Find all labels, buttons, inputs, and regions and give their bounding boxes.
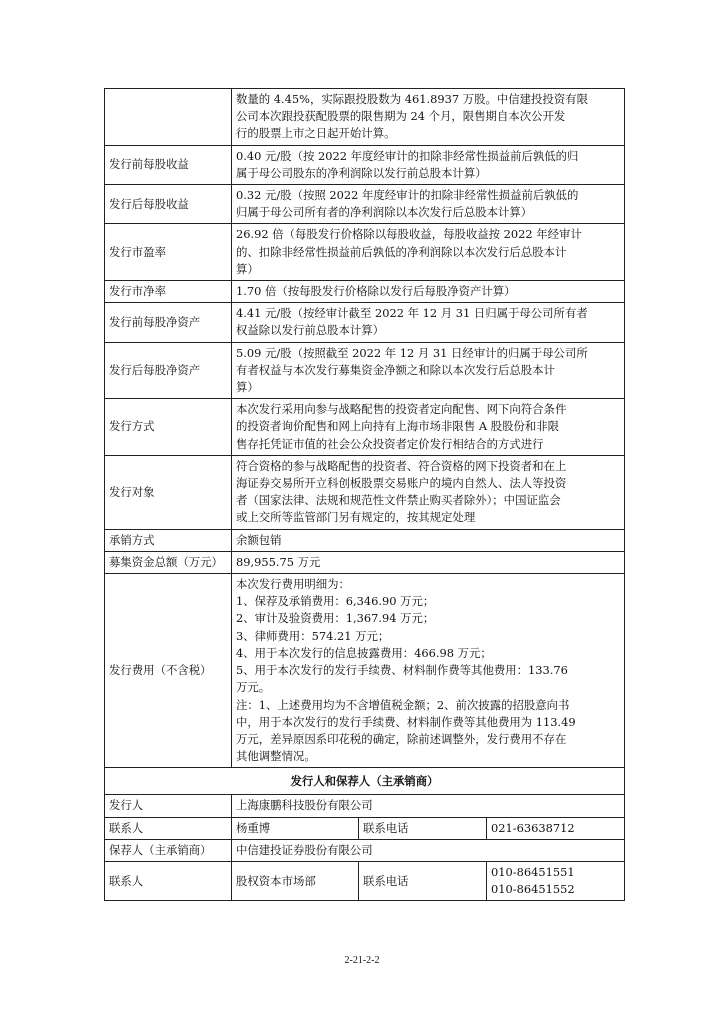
row-label: 发行对象 (105, 455, 232, 529)
row-value-line: 其他调整情况。 (236, 749, 316, 764)
row-label: 募集资金总额（万元） (105, 551, 232, 573)
sponsor-contact-name: 股权资本市场部 (232, 861, 359, 900)
row-value-line: 注：1、上述费用均为不含增值税金额；2、前次披露的招股意向书 (236, 697, 570, 712)
row-value-line: 公司本次跟投获配股票的限售期为 24 个月，限售期自本次公开发 (236, 109, 566, 124)
row-value-line: 3、律师费用：574.21 万元； (236, 628, 390, 643)
table-row (105, 89, 625, 146)
section-header-row (105, 768, 625, 795)
row-value-line: 者（国家法律、法规和规范性文件禁止购买者除外）；中国证监会 (236, 493, 561, 508)
row-value-line: 万元，差异原因系印花税的确定，除前述调整外，发行费用不存在 (236, 731, 567, 746)
table-row (105, 342, 625, 399)
table-row (105, 574, 625, 768)
row-value-line: 本次发行采用向参与战略配售的投资者定向配售、网下向符合条件 (236, 402, 567, 417)
row-value-line: 本次发行费用明细为： (236, 577, 350, 592)
sponsor-phones (487, 861, 625, 900)
section-title: 发行人和保荐人（主承销商） (105, 768, 625, 795)
sponsor-label: 保荐人（主承销商） (105, 839, 232, 861)
row-value-line: 1、保荐及承销费用：6,346.90 万元； (236, 594, 435, 609)
row-value-line: 4、用于本次发行的信息披露费用：466.98 万元； (236, 645, 492, 660)
issuer-contact-label: 联系人 (105, 817, 232, 839)
row-value-line: 海证券交易所开立科创板股票交易账户的境内自然人、法人等投资 (236, 476, 567, 491)
row-value-line: 26.92 倍（每股发行价格除以每股收益，每股收益按 2022 年经审计 (236, 227, 582, 242)
row-value-line: 4.41 元/股（按经审计截至 2022 年 12 月 31 日归属于母公司所有者 (236, 306, 588, 321)
issuer-value: 上海康鹏科技股份有限公司 (232, 795, 625, 817)
sponsor-phone-2: 010-86451552 (491, 882, 575, 897)
issuer-row (105, 795, 625, 817)
table-row (105, 303, 625, 342)
row-label: 发行前每股收益 (105, 145, 232, 184)
row-label: 发行前每股净资产 (105, 303, 232, 342)
row-value-line: 售存托凭证市值的社会公众投资者定价发行相结合的方式进行 (236, 436, 544, 451)
table-row (105, 551, 625, 573)
table-row (105, 399, 625, 456)
row-value-line: 余额包销 (236, 532, 282, 547)
sponsor-phone-1: 010-86451551 (491, 864, 575, 879)
row-value-line: 中，用于本次发行的发行手续费、材料制作费等其他费用为 113.49 (236, 714, 576, 729)
row-label: 发行方式 (105, 399, 232, 456)
page-number: 2-21-2-2 (344, 955, 380, 966)
row-value-line: 89,955.75 万元 (236, 554, 321, 569)
row-value-line: 5.09 元/股（按照截至 2022 年 12 月 31 日经审计的归属于母公司所 (236, 345, 588, 360)
row-value-line: 有者权益与本次发行募集资金净额之和除以本次发行后总股本计 (236, 362, 555, 377)
row-value-line: 符合资格的参与战略配售的投资者、符合资格的网下投资者和在上 (236, 458, 567, 473)
offering-rows (105, 89, 625, 768)
row-value (232, 342, 625, 399)
row-value (232, 574, 625, 768)
row-value (232, 455, 625, 529)
table-row (105, 185, 625, 224)
row-value-line: 0.40 元/股（按 2022 年度经审计的扣除非经常性损益前后孰低的归 (236, 148, 579, 163)
row-value-line: 算） (236, 261, 259, 276)
row-value (232, 185, 625, 224)
row-value (232, 303, 625, 342)
sponsor-contact-row (105, 861, 625, 900)
row-value-line: 归属于母公司所有者的净利润除以本次发行后总股本计算） (236, 205, 533, 220)
issuer-phone: 021-63638712 (487, 817, 625, 839)
row-value (232, 224, 625, 281)
row-label (105, 89, 232, 146)
row-value-line: 属于母公司股东的净利润除以发行前总股本计算） (236, 165, 487, 180)
row-value-line: 的、扣除非经常性损益前后孰低的净利润除以本次发行后总股本计 (236, 244, 567, 259)
row-label: 发行后每股净资产 (105, 342, 232, 399)
row-value (232, 551, 625, 573)
sponsor-contact-label: 联系人 (105, 861, 232, 900)
row-value-line: 或上交所等监管部门另有规定的，按其规定处理 (236, 510, 476, 525)
row-value (232, 399, 625, 456)
row-value (232, 89, 625, 146)
row-label: 发行市净率 (105, 281, 232, 303)
row-value-line: 权益除以发行前总股本计算） (236, 323, 385, 338)
table-row (105, 281, 625, 303)
table-row (105, 145, 625, 184)
table-row (105, 224, 625, 281)
row-label: 发行费用（不含税） (105, 574, 232, 768)
row-value-line: 算） (236, 380, 259, 395)
row-value (232, 281, 625, 303)
row-value-line: 2、审计及验资费用：1,367.94 万元； (236, 611, 435, 626)
row-label: 承销方式 (105, 529, 232, 551)
issuer-contact-name: 杨重博 (232, 817, 359, 839)
row-label: 发行市盈率 (105, 224, 232, 281)
table-row (105, 455, 625, 529)
row-value (232, 529, 625, 551)
issuer-contact-row (105, 817, 625, 839)
sponsor-row (105, 839, 625, 861)
row-value-line: 行的股票上市之日起开始计算。 (236, 126, 396, 141)
sponsor-phone-label: 联系电话 (359, 861, 487, 900)
issuer-label: 发行人 (105, 795, 232, 817)
row-value-line: 万元。 (236, 680, 271, 695)
sponsor-value: 中信建投证券股份有限公司 (232, 839, 625, 861)
row-value-line: 数量的 4.45%，实际跟投股数为 461.8937 万股。中信建投投资有限 (236, 92, 588, 106)
row-label: 发行后每股收益 (105, 185, 232, 224)
offering-info-table (104, 88, 625, 901)
row-value-line: 的投资者询价配售和网上向持有上海市场非限售 A 股股份和非限 (236, 419, 560, 434)
table-row (105, 529, 625, 551)
row-value-line: 5、用于本次发行的发行手续费、材料制作费等其他费用：133.76 (236, 663, 568, 678)
row-value (232, 145, 625, 184)
issuer-phone-label: 联系电话 (359, 817, 487, 839)
row-value-line: 1.70 倍（按每股发行价格除以发行后每股净资产计算） (236, 284, 516, 299)
row-value-line: 0.32 元/股（按照 2022 年度经审计的扣除非经常性损益前后孰低的 (236, 188, 579, 203)
